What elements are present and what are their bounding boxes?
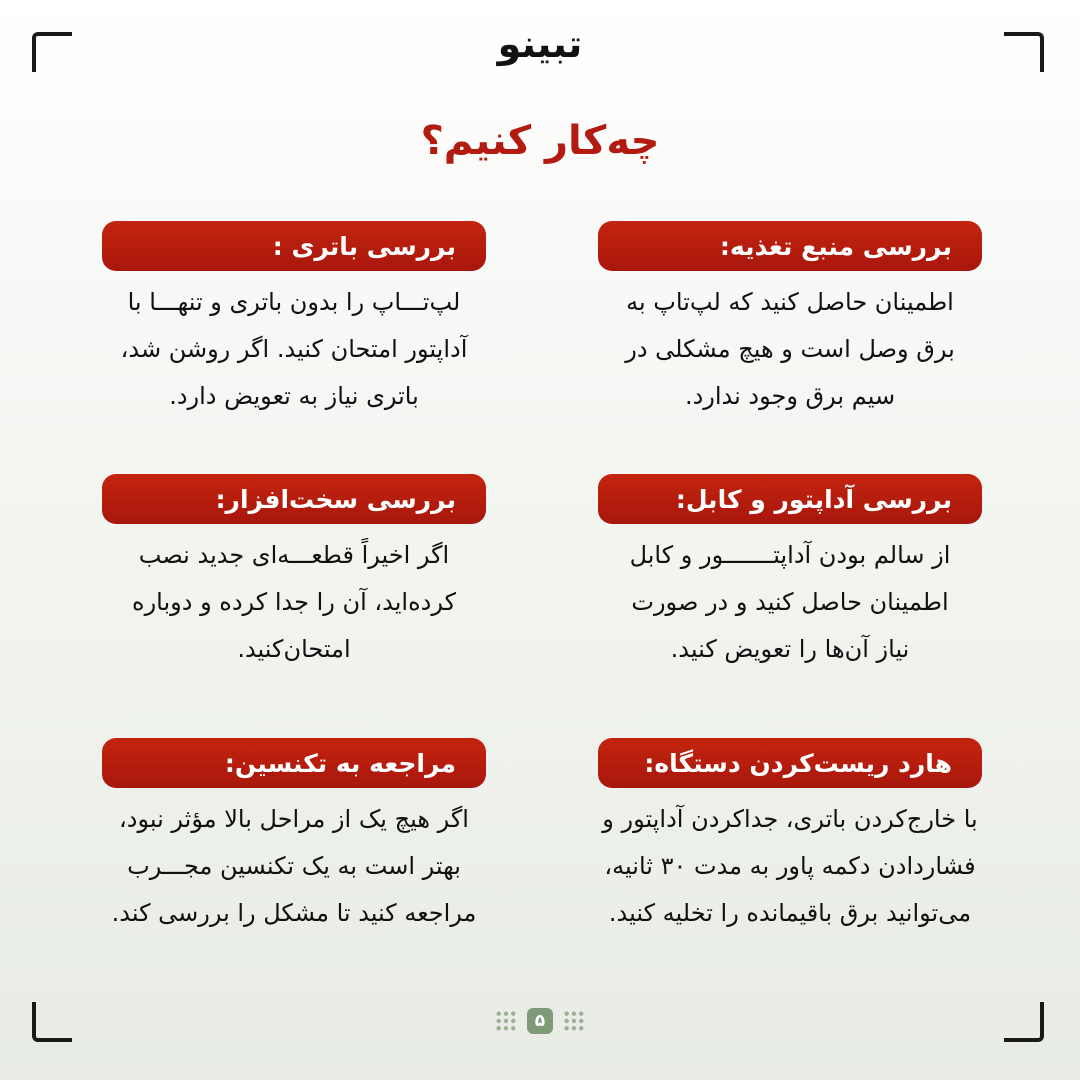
card-body [598, 279, 982, 420]
card-hardware [102, 474, 486, 673]
card-header: هارد ریست‌کردن دستگاه: [598, 738, 982, 788]
page-number: ۵ [527, 1008, 553, 1034]
card-header: بررسی آداپتور و کابل: [598, 474, 982, 524]
card-header: مراجعه به تکنسین: [102, 738, 486, 788]
card-line: آداپتور امتحان کنید. اگر روشن شد، [120, 335, 468, 363]
card-header: بررسی منبع تغذیه: [598, 221, 982, 271]
page-title: چه‌کار کنیم؟ [420, 118, 660, 164]
card-body [102, 796, 486, 937]
card-line: اطمینان حاصل کنید و در صورت [631, 588, 949, 616]
card-line: بهتر است به یک تکنسین مجـــرب [127, 852, 461, 880]
card-body [102, 279, 486, 420]
card-line: امتحان‌کنید. [237, 635, 351, 663]
card-line: نیاز آن‌ها را تعویض کنید. [670, 635, 910, 663]
card-battery [102, 221, 486, 420]
card-line: لپ‌تـــاپ را بدون باتری و تنهـــا با [127, 288, 461, 316]
card-header: بررسی سخت‌افزار: [102, 474, 486, 524]
card-line: برق وصل است و هیچ مشکلی در [625, 335, 955, 363]
brand-logo: تبینو [497, 22, 583, 66]
dots-decoration-left [495, 1010, 517, 1032]
card-hard-reset [598, 738, 982, 937]
card-power-supply [598, 221, 982, 420]
dots-decoration-right [563, 1010, 585, 1032]
card-line: با خارج‌کردن باتری، جداکردن آداپتور و [602, 805, 978, 833]
card-line: کرده‌اید، آن را جدا کرده و دوباره [132, 588, 456, 616]
card-line: مراجعه کنید تا مشکل را بررسی کند. [111, 899, 477, 927]
card-line: از سالم بودن آداپتـــــــور و کابل [629, 541, 951, 569]
card-line: سیم برق وجود ندارد. [684, 382, 896, 410]
card-body [598, 532, 982, 673]
card-line: اگر اخیراً قطعـــه‌ای جدید نصب [138, 541, 450, 569]
card-line: اگر هیچ یک از مراحل بالا مؤثر نبود، [119, 805, 469, 833]
card-body [102, 532, 486, 673]
card-body [598, 796, 982, 937]
card-line: باتری نیاز به تعویض دارد. [169, 382, 419, 410]
card-technician [102, 738, 486, 937]
card-line: اطمینان حاصل کنید که لپ‌تاپ به [626, 288, 954, 316]
card-line: فشاردادن دکمه پاور به مدت ۳۰ ثانیه، [604, 852, 976, 880]
card-line: می‌توانید برق باقیمانده را تخلیه کنید. [608, 899, 972, 927]
card-header: بررسی باتری : [102, 221, 486, 271]
page-indicator [0, 1008, 1080, 1034]
card-adapter-cable [598, 474, 982, 673]
